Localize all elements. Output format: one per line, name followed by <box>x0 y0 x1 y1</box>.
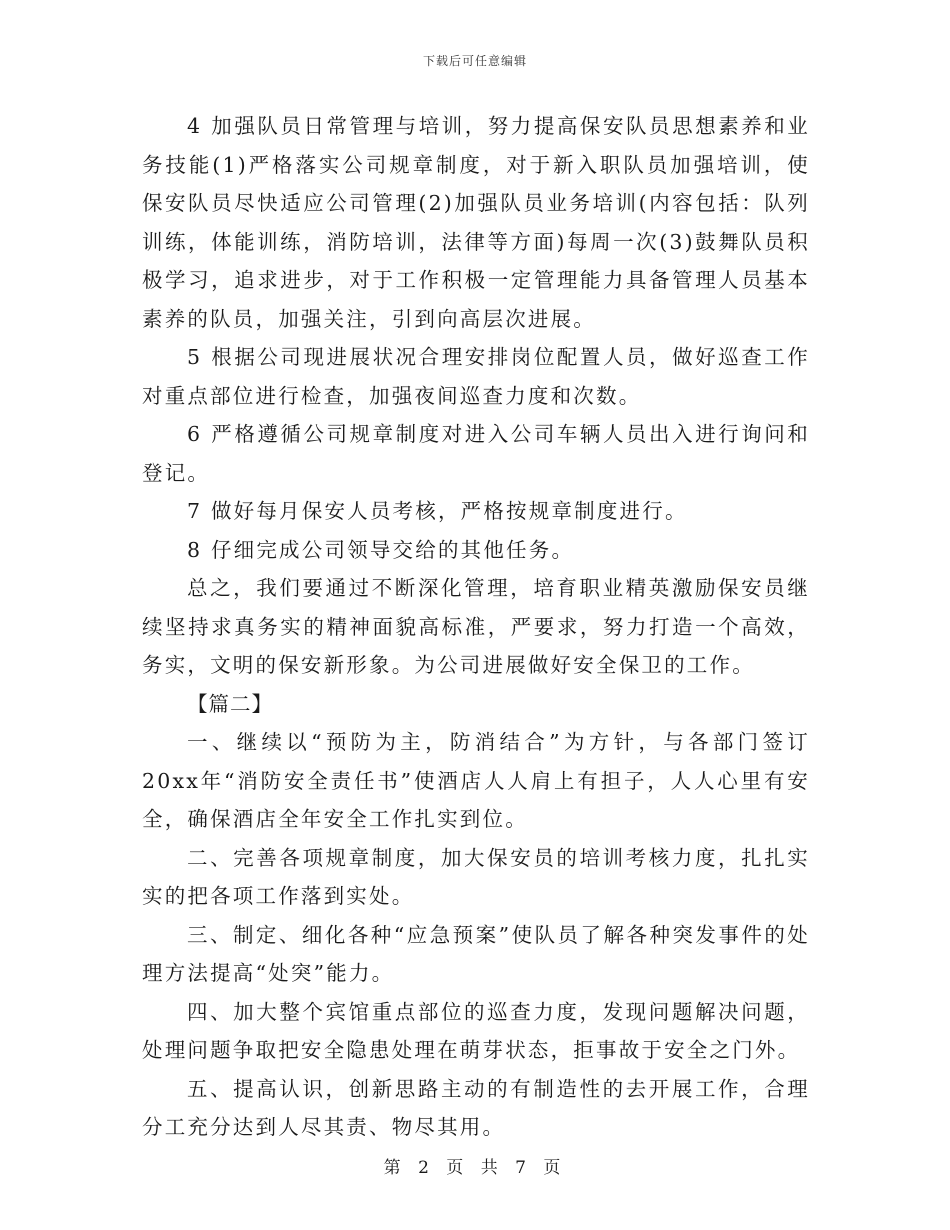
page-number: 第 2 页 共 7 页 <box>383 1158 567 1178</box>
section-paragraph-4: 四、加大整个宾馆重点部位的巡查力度，发现问题解决问题，处理问题争取把安全隐患处理在萌芽状态，拒事故于安全之门外。 <box>142 999 810 1062</box>
paragraph-item-8: 8 仔细完成公司领导交给的其他任务。 <box>187 537 575 562</box>
section-paragraph-2: 二、完善各项规章制度，加大保安员的培训考核力度，扎扎实实的把各项工作落到实处。 <box>142 845 810 908</box>
section-paragraph-5: 五、提高认识，创新思路主动的有制造性的去开展工作，合理分工充分达到人尽其责、物尽其用。 <box>142 1076 810 1139</box>
paragraph-summary: 总之，我们要通过不断深化管理，培育职业精英激励保安员继续坚持求真务实的精神面貌高标准，严要求，努力打造一个高效，务实，文明的保安新形象。为公司进展做好安全保卫的工作。 <box>142 576 810 677</box>
paragraph-item-4: 4 加强队员日常管理与培训，努力提高保安队员思想素养和业务技能(1)严格落实公司规章制度，对于新入职队员加强培训，使保安队员尽快适应公司管理(2)加强队员业务培训(内容包括：队列训练，体能训练，消防培训，法律等方面)每周一次(3)鼓舞队员积极学习，追求进步，对于工作积极一定管理能力具备管理人员基本素养的队员，加强关注，引到向高层次进展。 <box>142 114 810 331</box>
section-title: 【篇二】 <box>187 691 273 716</box>
paragraph-item-6: 6 严格遵循公司规章制度对进入公司车辆人员出入进行询问和登记。 <box>142 422 810 485</box>
paragraph-item-7: 7 做好每月保安人员考核，严格按规章制度进行。 <box>187 499 688 523</box>
document-body <box>142 107 810 1147</box>
section-paragraph-3: 三、制定、细化各种“应急预案”使队员了解各种突发事件的处理方法提高“处突”能力。 <box>142 922 810 985</box>
section-paragraph-1: 一、继续以“预防为主，防消结合”为方针，与各部门签订20xx年“消防安全责任书”使酒店人人肩上有担子，人人心里有安全，确保酒店全年安全工作扎实到位。 <box>142 730 810 831</box>
paragraph-item-5: 5 根据公司现进展状况合理安排岗位配置人员，做好巡查工作对重点部位进行检查，加强夜间巡查力度和次数。 <box>142 345 810 408</box>
page-header-note: 下载后可任意编辑 <box>422 54 527 68</box>
